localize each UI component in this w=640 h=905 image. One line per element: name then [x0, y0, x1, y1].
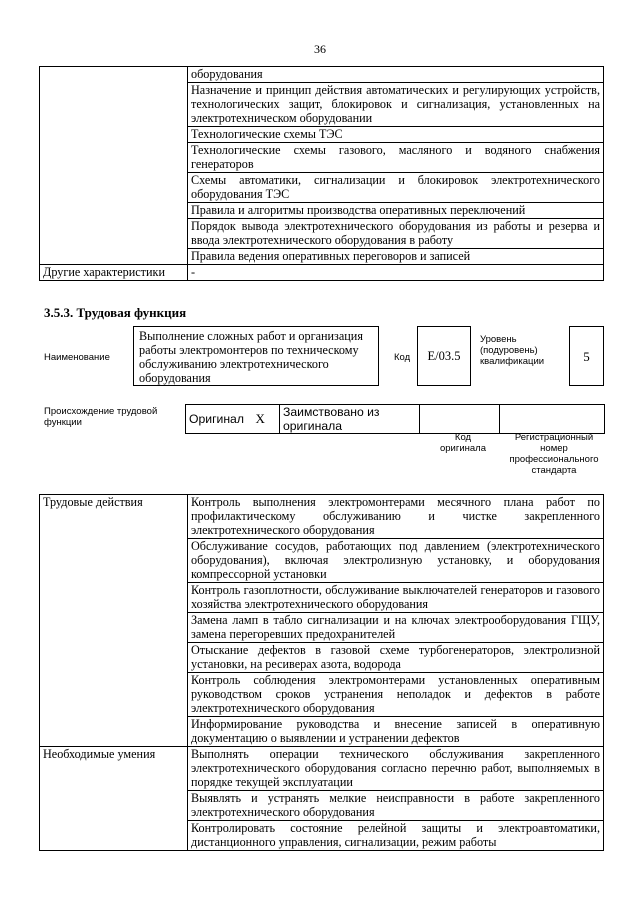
- knowledge-table-continuation: [39, 66, 604, 281]
- knowledge-item: Правила и алгоритмы производства оперативных переключений: [188, 203, 604, 219]
- row-label: [40, 67, 188, 265]
- other-characteristics-value: -: [188, 265, 604, 281]
- code-value: E/03.5: [427, 349, 461, 363]
- skill-item: Выявлять и устранять мелкие неисправности в работе закрепленного электротехнического оборудования: [188, 791, 604, 821]
- other-characteristics-label: Другие характеристики: [40, 265, 188, 281]
- borrowed-label: Заимствовано из оригинала: [280, 405, 420, 434]
- level-value: 5: [583, 349, 590, 364]
- table-row: [40, 495, 604, 539]
- code-original-cell: [420, 405, 500, 434]
- original-label: Оригинал: [186, 405, 242, 434]
- reg-number-label: Регистрационный номер профессионального стандарта: [509, 432, 599, 476]
- labor-action-item: Контроль выполнения электромонтерами месячного плана работ по профилактическому обслуживанию и чистке закрепленного электротехнического оборудования: [188, 495, 604, 539]
- labor-function-table: [39, 494, 604, 851]
- skill-item: Контролировать состояние релейной защиты и электроавтоматики, дистанционного управления, сигнализации, режим работы: [188, 821, 604, 851]
- code-original-label: Код оригинала: [439, 432, 486, 454]
- table-row: [40, 265, 604, 281]
- knowledge-item: Порядок вывода электротехнического оборудования из работы и резерва и ввода электротехнического оборудования в работу: [188, 219, 604, 249]
- reg-number-cell: [500, 405, 605, 434]
- labor-action-item: Обслуживание сосудов, работающих под давлением (электротехнического оборудования), включая электролизную установку, и оборудования компрессорной установки: [188, 539, 604, 583]
- labor-actions-label: Трудовые действия: [40, 495, 188, 747]
- knowledge-item: Назначение и принцип действия автоматических и регулирующих устройств, технологических защит, блокировок и сигнализация, установленных на электротехническом оборудовании: [188, 83, 604, 127]
- skills-label: Необходимые умения: [40, 747, 188, 851]
- labor-action-item: Контроль соблюдения электромонтерами установленных оперативным руководством сроков устранения неполадок и дефектов в работе электротехнического оборудования: [188, 673, 604, 717]
- knowledge-item: Правила ведения оперативных переговоров и записей: [188, 249, 604, 265]
- labor-action-item: Информирование руководства и внесение записей в оперативную документацию о выявлении и устранении дефектов: [188, 717, 604, 747]
- knowledge-item: Технологические схемы газового, масляного и водяного снабжения генераторов: [188, 143, 604, 173]
- knowledge-item: Технологические схемы ТЭС: [188, 127, 604, 143]
- knowledge-item: Схемы автоматики, сигнализации и блокировок электротехнического оборудования ТЭС: [188, 173, 604, 203]
- table-row: [40, 67, 604, 83]
- code-box: [417, 326, 471, 386]
- knowledge-item: оборудования: [188, 67, 604, 83]
- origin-label: Происхождение трудовой функции: [44, 406, 158, 428]
- code-label: Код: [394, 352, 411, 363]
- table-row: [40, 747, 604, 791]
- labor-action-item: Отыскание дефектов в газовой схеме турбогенераторов, электролизной установки, на ресиверах азота, водорода: [188, 643, 604, 673]
- function-name: Выполнение сложных работ и организация работы электромонтеров по техническому обслуживанию электротехнического оборудования: [139, 329, 363, 385]
- table-row: [186, 405, 605, 434]
- labor-action-item: Контроль газоплотности, обслуживание выключателей генераторов и газового хозяйства электротехнического оборудования: [188, 583, 604, 613]
- section-title: 3.5.3. Трудовая функция: [44, 305, 187, 320]
- labor-action-item: Замена ламп в табло сигнализации и на ключах электрооборудования ГЩУ, замена перегоревших предохранителей: [188, 613, 604, 643]
- original-mark: X: [242, 405, 280, 434]
- origin-table: [185, 404, 605, 434]
- page-number: 36: [314, 42, 326, 56]
- level-box: [569, 326, 604, 386]
- skill-item: Выполнять операции технического обслуживания закрепленного электротехнического оборудования согласно перечню работ, выполняемых в порядке текущей эксплуатации: [188, 747, 604, 791]
- name-label: Наименование: [44, 352, 110, 363]
- function-name-box: [133, 326, 379, 386]
- level-label: Уровень (подуровень) квалификации: [480, 334, 545, 367]
